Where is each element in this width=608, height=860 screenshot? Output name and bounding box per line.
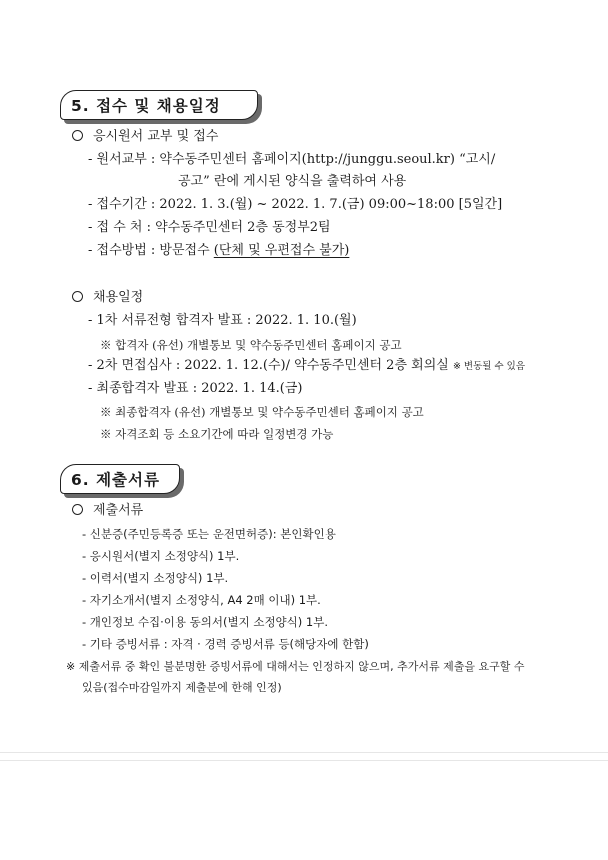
section-6-title: 6. 제출서류 — [60, 464, 180, 494]
circle-bullet-icon — [72, 130, 83, 141]
second-round-text: - 2차 면접심사 : 2022. 1. 12.(수)/ 약수동주민센터 2층 회의실 — [88, 358, 449, 373]
application-method — [88, 242, 349, 260]
application-period: - 접수기간 : 2022. 1. 3.(월) ~ 2022. 1. 7.(금) 09:00~18:00 [5일간] — [88, 197, 503, 212]
document-item: - 이력서(별지 소정양식) 1부. — [82, 571, 229, 585]
document-item: - 기타 증빙서류 : 자격 · 경력 증빙서류 등(해당자에 한함) — [82, 637, 369, 651]
circle-bullet-icon — [72, 291, 83, 302]
first-round-note: ※ 합격자 (유선) 개별통보 및 약수동주민센터 홈페이지 공고 — [100, 338, 402, 352]
application-heading — [72, 128, 218, 146]
final-announcement: - 최종합격자 발표 : 2022. 1. 14.(금) — [88, 381, 303, 396]
method-prefix: - 접수방법 : 방문접수 — [88, 243, 214, 258]
documents-heading — [72, 502, 143, 520]
section-5-title: 5. 접수 및 채용일정 — [60, 90, 258, 120]
scan-line — [0, 760, 608, 761]
application-place: - 접 수 처 : 약수동주민센터 2층 동정부2팀 — [88, 220, 331, 235]
first-round-announcement: - 1차 서류전형 합격자 발표 : 2022. 1. 10.(월) — [88, 313, 357, 328]
second-round-note: ※ 변동될 수 있음 — [452, 361, 526, 372]
application-heading-text: 응시원서 교부 및 접수 — [93, 129, 219, 144]
documents-note-line-1: ※ 제출서류 중 확인 불분명한 증빙서류에 대해서는 인정하지 않으며, 추가서류 제출을 요구할 수 — [66, 660, 525, 673]
scan-line — [0, 752, 608, 753]
document-item: - 신분증(주민등록증 또는 운전면허증): 본인확인용 — [82, 527, 336, 541]
documents-note-line-2: 있음(접수마감일까지 제출분에 한해 인정) — [82, 681, 282, 694]
documents-heading-text: 제출서류 — [93, 503, 144, 518]
distribution-line-1: - 원서교부 : 약수동주민센터 홈페이지(http://junggu.seoul.kr) “고시/ — [88, 152, 496, 167]
final-note-2: ※ 자격조회 등 소요기간에 따라 일정변경 가능 — [100, 427, 334, 441]
schedule-heading-text: 채용일정 — [93, 290, 144, 305]
distribution-line-2: 공고” 란에 게시된 양식을 출력하여 사용 — [178, 174, 407, 189]
document-item: - 자기소개서(별지 소정양식, A4 2매 이내) 1부. — [82, 593, 321, 607]
second-round-interview — [88, 357, 525, 376]
circle-bullet-icon — [72, 504, 83, 515]
final-note-1: ※ 최종합격자 (유선) 개별통보 및 약수동주민센터 홈페이지 공고 — [100, 405, 424, 419]
method-note: (단체 및 우편접수 불가) — [213, 243, 350, 258]
document-item: - 응시원서(별지 소정양식) 1부. — [82, 549, 240, 563]
schedule-heading — [72, 289, 143, 307]
document-item: - 개인정보 수집·이용 동의서(별지 소정양식) 1부. — [82, 615, 328, 629]
